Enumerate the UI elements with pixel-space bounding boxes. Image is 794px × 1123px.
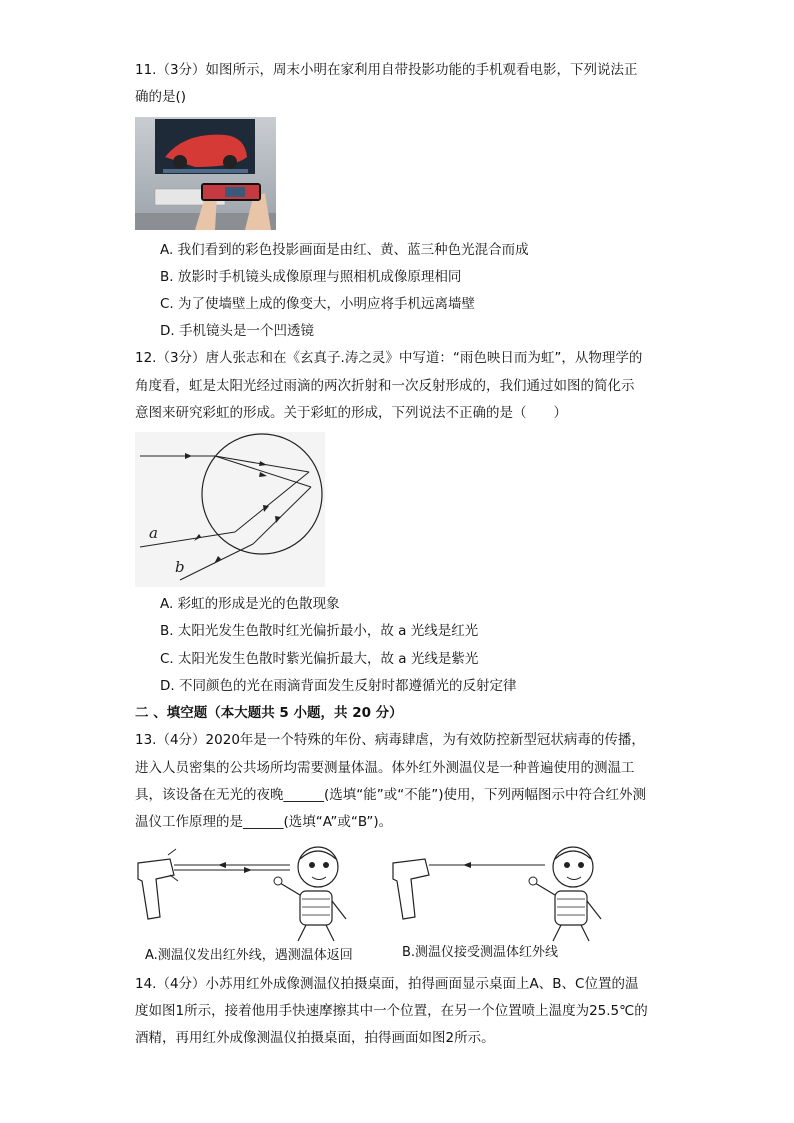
q12-line-2: 角度看，虹是太阳光经过雨滴的两次折射和一次反射形成的，我们通过如图的简化示 xyxy=(135,378,635,394)
thermometer-figure-b xyxy=(385,845,610,945)
q12-option-b: B. 太阳光发生色散时红光偏折最小，故 a 光线是红光 xyxy=(160,623,479,639)
q11-line-1: 11.（3分）如图所示，周末小明在家利用自带投影功能的手机观看电影，下列说法正 xyxy=(135,62,638,78)
q11-option-b: B. 放影时手机镜头成像原理与照相机成像原理相同 xyxy=(160,269,462,285)
figure-b-caption: B.测温仪接受测温体红外线 xyxy=(402,945,559,960)
q12-line-1: 12.（3分）唐人张志和在《玄真子.涛之灵》中写道：“雨色映日而为虹”，从物理学的 xyxy=(135,350,643,366)
raindrop-diagram xyxy=(135,432,325,587)
ray-label-a: a xyxy=(149,524,158,542)
section-heading-fill-blank: 二 、填空题（本大题共 5 小题，共 20 分） xyxy=(135,705,403,721)
q11-option-c: C. 为了使墙壁上成的像变大，小明应将手机远离墙壁 xyxy=(160,296,476,312)
q11-option-a: A. 我们看到的彩色投影画面是由红、黄、蓝三种色光混合而成 xyxy=(160,242,529,258)
q13-line-3: 具，该设备在无光的夜晚______(选填“能”或“不能”)使用，下列两幅图示中符合红外测 xyxy=(135,787,647,803)
q11-line-2: 确的是() xyxy=(135,89,187,105)
q12-option-c: C. 太阳光发生色散时紫光偏折最大，故 a 光线是紫光 xyxy=(160,651,479,667)
q11-option-d: D. 手机镜头是一个凹透镜 xyxy=(160,323,314,339)
q12-option-d: D. 不同颜色的光在雨滴背面发生反射时都遵循光的反射定律 xyxy=(160,678,517,694)
q12-option-a: A. 彩虹的形成是光的色散现象 xyxy=(160,596,340,612)
q14-line-1: 14.（4分）小苏用红外成像测温仪拍摄桌面，拍得画面显示桌面上A、B、C位置的温 xyxy=(135,976,639,992)
q13-line-4: 温仪工作原理的是______(选填“A”或“B”)。 xyxy=(135,814,393,830)
phone-projector-photo xyxy=(135,117,276,230)
ray-label-b: b xyxy=(175,558,185,576)
q14-line-3: 酒精，再用红外成像测温仪拍摄桌面，拍得画面如图2所示。 xyxy=(135,1030,495,1046)
q12-line-3: 意图来研究彩虹的形成。关于彩虹的形成，下列说法不正确的是（ ） xyxy=(135,405,567,421)
figure-a-caption: A.测温仪发出红外线，遇测温体返回 xyxy=(145,948,353,963)
q14-line-2: 度如图1所示，接着他用手快速摩擦其中一个位置，在另一个位置喷上温度为25.5℃的 xyxy=(135,1003,648,1019)
thermometer-figure-a xyxy=(130,845,355,945)
q13-line-1: 13.（4分）2020年是一个特殊的年份、病毒肆虐，为有效防控新型冠状病毒的传播， xyxy=(135,732,645,748)
q13-line-2: 进入人员密集的公共场所均需要测量体温。体外红外测温仪是一种普遍使用的测温工 xyxy=(135,760,635,776)
